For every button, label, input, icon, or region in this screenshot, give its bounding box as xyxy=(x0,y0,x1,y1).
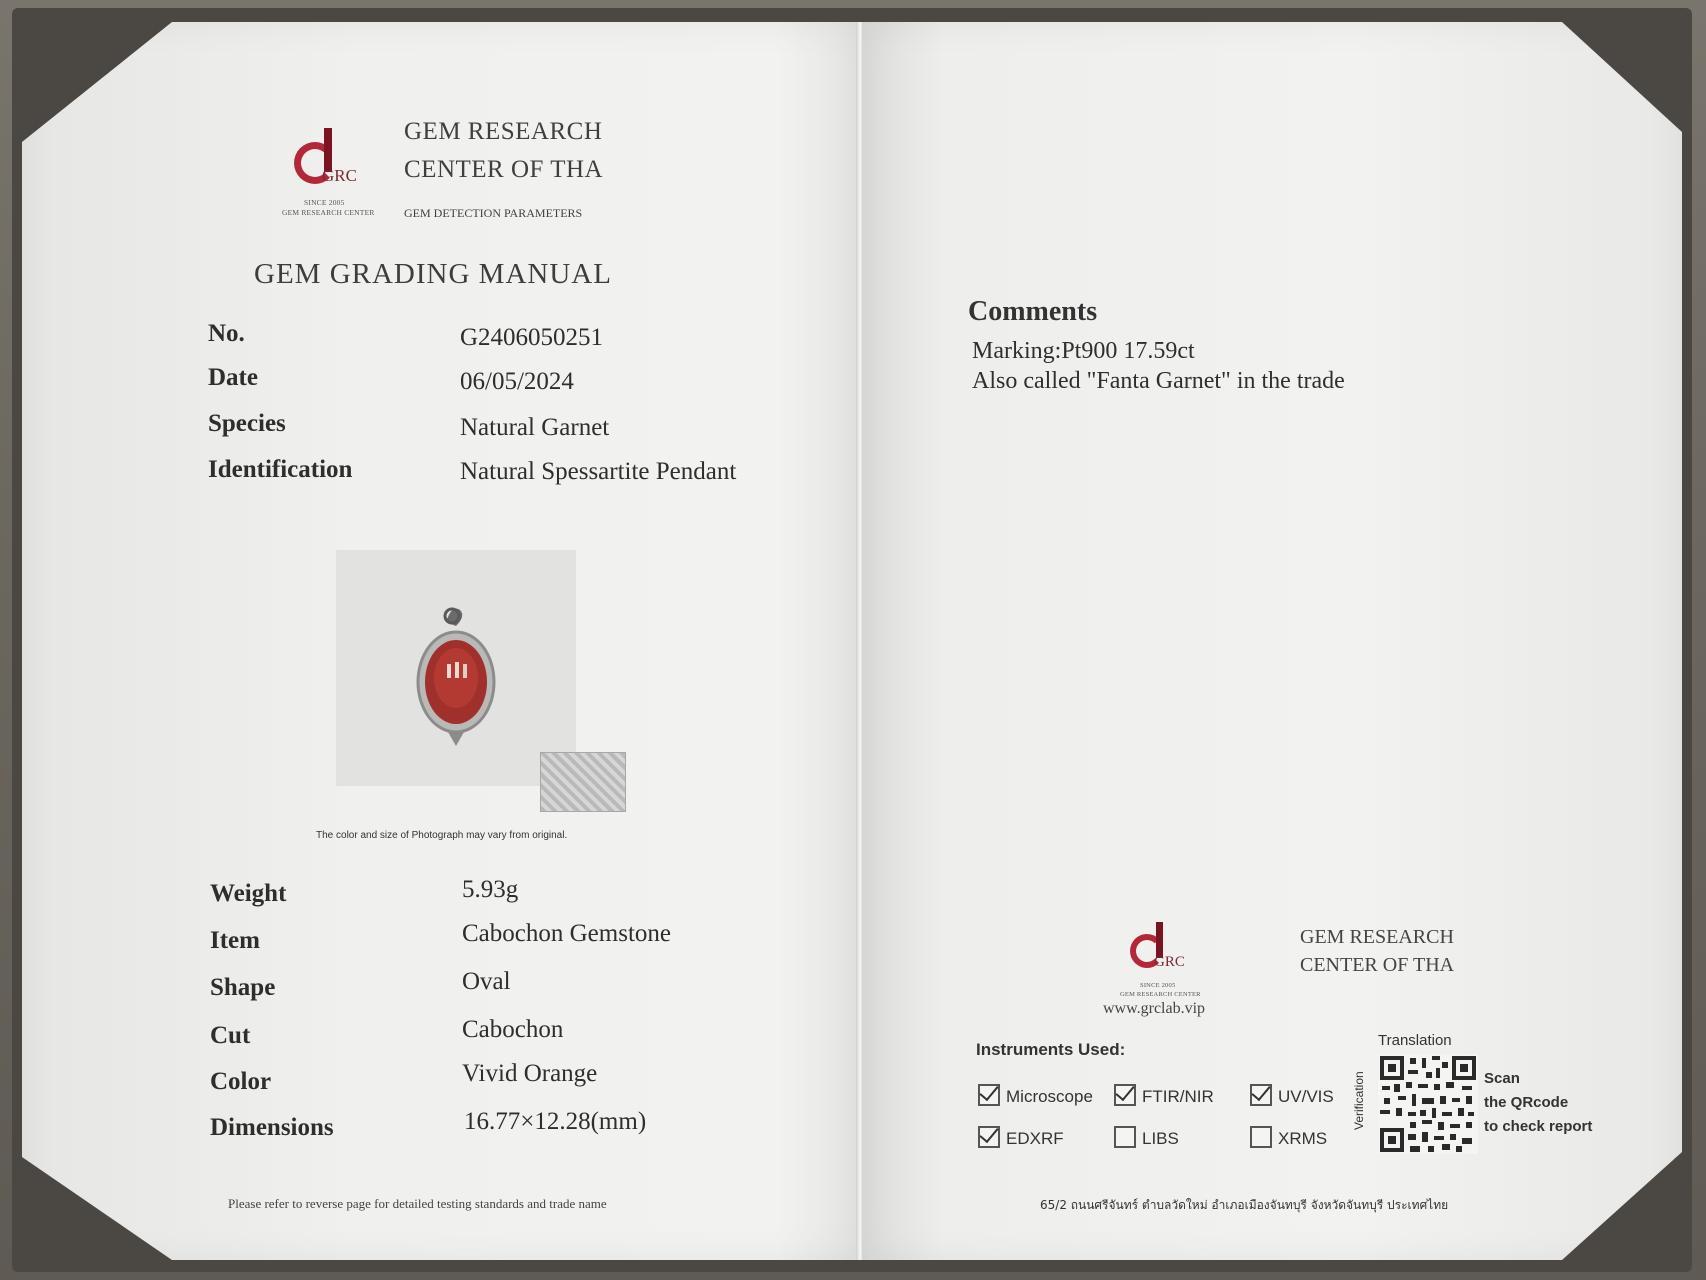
field-label-shape: Shape xyxy=(210,974,276,1001)
photo-caption: The color and size of Photograph may vary from original. xyxy=(316,830,568,841)
logo-center: GEM RESEARCH CENTER xyxy=(1120,991,1201,998)
logo-grc-text: GRC xyxy=(1154,954,1185,970)
checkbox-checked-icon xyxy=(978,1084,1000,1106)
logo-grc-text: GRC xyxy=(322,166,357,185)
instrument-label: LIBS xyxy=(1142,1129,1179,1148)
logo-bar-icon xyxy=(1156,922,1163,958)
field-label-color: Color xyxy=(210,1068,272,1095)
gem-photo xyxy=(336,550,576,786)
org-name-line1: GEM RESEARCH xyxy=(404,118,603,145)
right-page xyxy=(862,22,1682,1260)
field-value-date: 06/05/2024 xyxy=(460,368,574,395)
org-name-line2: CENTER OF THA xyxy=(404,156,604,183)
field-value-no: G2406050251 xyxy=(460,324,604,351)
document-title: GEM GRADING MANUAL xyxy=(254,258,612,290)
field-value-item: Cabochon Gemstone xyxy=(462,920,671,947)
field-label-species: Species xyxy=(208,410,286,437)
instrument-label: UV/VIS xyxy=(1278,1087,1334,1106)
field-label-identification: Identification xyxy=(208,456,353,483)
checkbox-checked-icon xyxy=(1250,1084,1272,1106)
org-subtitle: GEM DETECTION PARAMETERS xyxy=(404,206,583,220)
instrument-ftir-nir xyxy=(1114,1084,1214,1107)
instrument-label: Microscope xyxy=(1006,1087,1093,1106)
scan-line: to check report xyxy=(1484,1118,1593,1135)
field-label-dimensions: Dimensions xyxy=(210,1114,334,1141)
field-value-dimensions: 16.77×12.28(mm) xyxy=(464,1108,647,1135)
field-label-cut: Cut xyxy=(210,1022,251,1049)
verification-label: Verification xyxy=(1352,1071,1366,1130)
checkbox-empty-icon xyxy=(1114,1126,1136,1148)
checkbox-checked-icon xyxy=(1114,1084,1136,1106)
comment-line: Marking:Pt900 17.59ct xyxy=(972,338,1195,364)
grc-logo-right xyxy=(1118,920,1208,1000)
logo-since: SINCE 2005 xyxy=(1140,982,1176,989)
hologram-seal xyxy=(540,752,626,812)
field-value-cut: Cabochon xyxy=(462,1016,564,1043)
field-label-item: Item xyxy=(210,927,260,954)
qr-code[interactable] xyxy=(1378,1054,1478,1154)
comments-title: Comments xyxy=(968,296,1098,327)
instrument-label: FTIR/NIR xyxy=(1142,1087,1214,1106)
left-footer-note: Please refer to reverse page for detailed testing standards and trade name xyxy=(228,1196,607,1211)
field-label-no: No. xyxy=(208,320,245,347)
field-label-weight: Weight xyxy=(210,880,287,907)
field-value-identification: Natural Spessartite Pendant xyxy=(460,458,737,485)
instrument-xrms xyxy=(1250,1126,1327,1149)
instrument-label: XRMS xyxy=(1278,1129,1328,1148)
instrument-label: EDXRF xyxy=(1006,1129,1064,1148)
checkbox-empty-icon xyxy=(1250,1126,1272,1148)
comment-line: Also called "Fanta Garnet" in the trade xyxy=(972,368,1345,394)
qr-code-icon xyxy=(1378,1054,1478,1154)
field-label-date: Date xyxy=(208,364,258,391)
grc-logo-left xyxy=(282,126,390,222)
website-link[interactable]: www.grclab.vip xyxy=(1103,1000,1206,1017)
field-value-weight: 5.93g xyxy=(462,876,519,903)
lab-address: 65/2 ถนนศรีจันทร์ ตำบลวัดใหม่ อำเภอเมืองจันทบุรี จังหวัดจันทบุรี ประเทศไทย xyxy=(1040,1198,1449,1212)
org-name-line2-right: CENTER OF THA xyxy=(1300,954,1455,976)
field-value-species: Natural Garnet xyxy=(460,414,610,441)
instrument-libs xyxy=(1114,1126,1179,1149)
translation-label: Translation xyxy=(1378,1032,1452,1049)
instrument-microscope xyxy=(978,1084,1093,1107)
logo-since: SINCE 2005 xyxy=(304,198,345,207)
checkbox-checked-icon xyxy=(978,1126,1000,1148)
instruments-title: Instruments Used: xyxy=(976,1040,1126,1059)
org-name-line1-right: GEM RESEARCH xyxy=(1300,926,1454,948)
scan-line: Scan xyxy=(1484,1070,1520,1087)
field-value-shape: Oval xyxy=(462,968,511,995)
instrument-edxrf xyxy=(978,1126,1064,1149)
field-value-color: Vivid Orange xyxy=(462,1060,598,1087)
pendant-image xyxy=(336,550,576,786)
logo-center: GEM RESEARCH CENTER xyxy=(282,208,375,217)
instrument-uv-vis xyxy=(1250,1084,1334,1107)
scan-line: the QRcode xyxy=(1484,1094,1569,1111)
